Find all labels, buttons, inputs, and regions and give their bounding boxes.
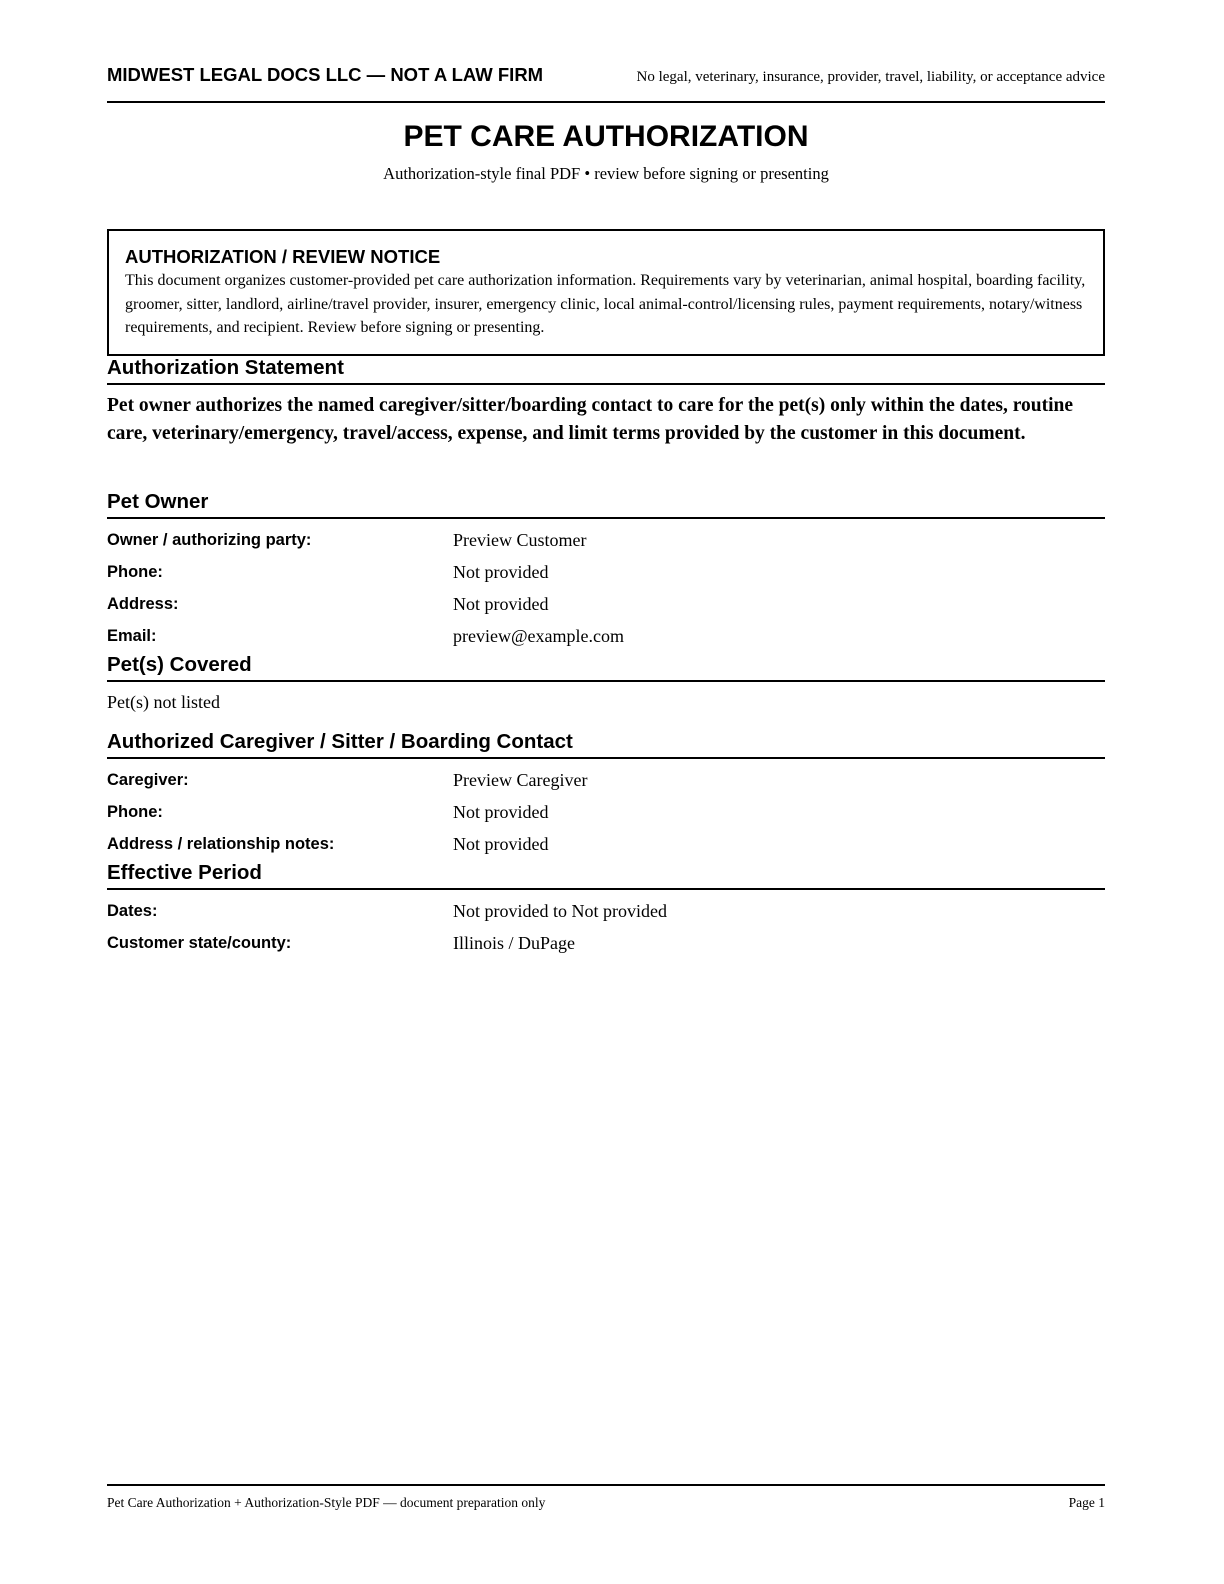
- field-value: Not provided: [453, 834, 549, 854]
- document-page: [107, 0, 1105, 1584]
- document-subtitle: Authorization-style final PDF • review before signing or presenting: [383, 164, 829, 183]
- footer-text: Pet Care Authorization + Authorization-Style PDF — document preparation only: [107, 1495, 546, 1510]
- field-label: Phone:: [107, 803, 163, 821]
- field-row-state-county: [107, 931, 1105, 955]
- field-row-owner-email: [107, 624, 1105, 648]
- field-row-caregiver: [107, 768, 1105, 792]
- section-heading-effective-period: Effective Period: [107, 860, 1105, 890]
- notice-body: This document organizes customer-provided pet care authorization information. Requirements vary by veterinarian, animal hospital, boarding facility, groomer, sitter, landlord, airline/travel provider, insurer, emergency clinic, local animal-control/licensing rules, payment requirements, notary/witness requirements, and recipient. Review before signing or presenting.: [125, 272, 1086, 336]
- review-notice-box: [107, 229, 1105, 356]
- section-heading-pet-owner: Pet Owner: [107, 489, 1105, 519]
- field-row-owner-address: [107, 592, 1105, 616]
- field-label: Caregiver:: [107, 771, 189, 789]
- field-label: Email:: [107, 627, 157, 645]
- field-label: Address:: [107, 595, 179, 613]
- section-heading-pets-covered: Pet(s) Covered: [107, 652, 1105, 682]
- section-heading-caregiver: Authorized Caregiver / Sitter / Boarding Contact: [107, 729, 1105, 759]
- header-disclaimer: No legal, veterinary, insurance, provider, travel, liability, or acceptance advice: [636, 69, 1105, 85]
- field-label: Customer state/county:: [107, 934, 292, 952]
- field-value: Not provided: [453, 562, 549, 582]
- field-value: Preview Caregiver: [453, 770, 588, 790]
- field-row-caregiver-phone: [107, 800, 1105, 824]
- authorization-statement-text: Pet owner authorizes the named caregiver/sitter/boarding contact to care for the pet(s) only within the dates, routine care, veterinary/emergency, travel/access, expense, and limit terms provided by the customer in this document.: [107, 395, 1074, 444]
- field-row-caregiver-address: [107, 832, 1105, 856]
- notice-title: AUTHORIZATION / REVIEW NOTICE: [125, 246, 441, 267]
- footer-divider: [107, 1484, 1105, 1486]
- field-label: Dates:: [107, 902, 158, 920]
- field-value: Not provided: [453, 594, 549, 614]
- document-title: PET CARE AUTHORIZATION: [403, 120, 809, 153]
- field-label: Address / relationship notes:: [107, 835, 335, 853]
- section-heading-authorization-statement: Authorization Statement: [107, 355, 1105, 385]
- header-divider: [107, 101, 1105, 103]
- firm-name: MIDWEST LEGAL DOCS LLC — NOT A LAW FIRM: [107, 64, 544, 85]
- field-label: Phone:: [107, 563, 163, 581]
- field-label: Owner / authorizing party:: [107, 531, 312, 549]
- field-value: Not provided: [453, 802, 549, 822]
- page-header: [107, 64, 1105, 86]
- field-row-owner-phone: [107, 560, 1105, 584]
- page-number: Page 1: [1068, 1495, 1105, 1510]
- field-value: Illinois / DuPage: [453, 933, 575, 953]
- page-footer: [107, 1495, 1105, 1511]
- field-value: preview@example.com: [453, 626, 625, 646]
- field-value: Preview Customer: [453, 530, 587, 550]
- pets-covered-text: Pet(s) not listed: [107, 692, 220, 712]
- field-row-dates: [107, 899, 1105, 923]
- field-row-owner: [107, 528, 1105, 552]
- field-value: Not provided to Not provided: [453, 901, 667, 921]
